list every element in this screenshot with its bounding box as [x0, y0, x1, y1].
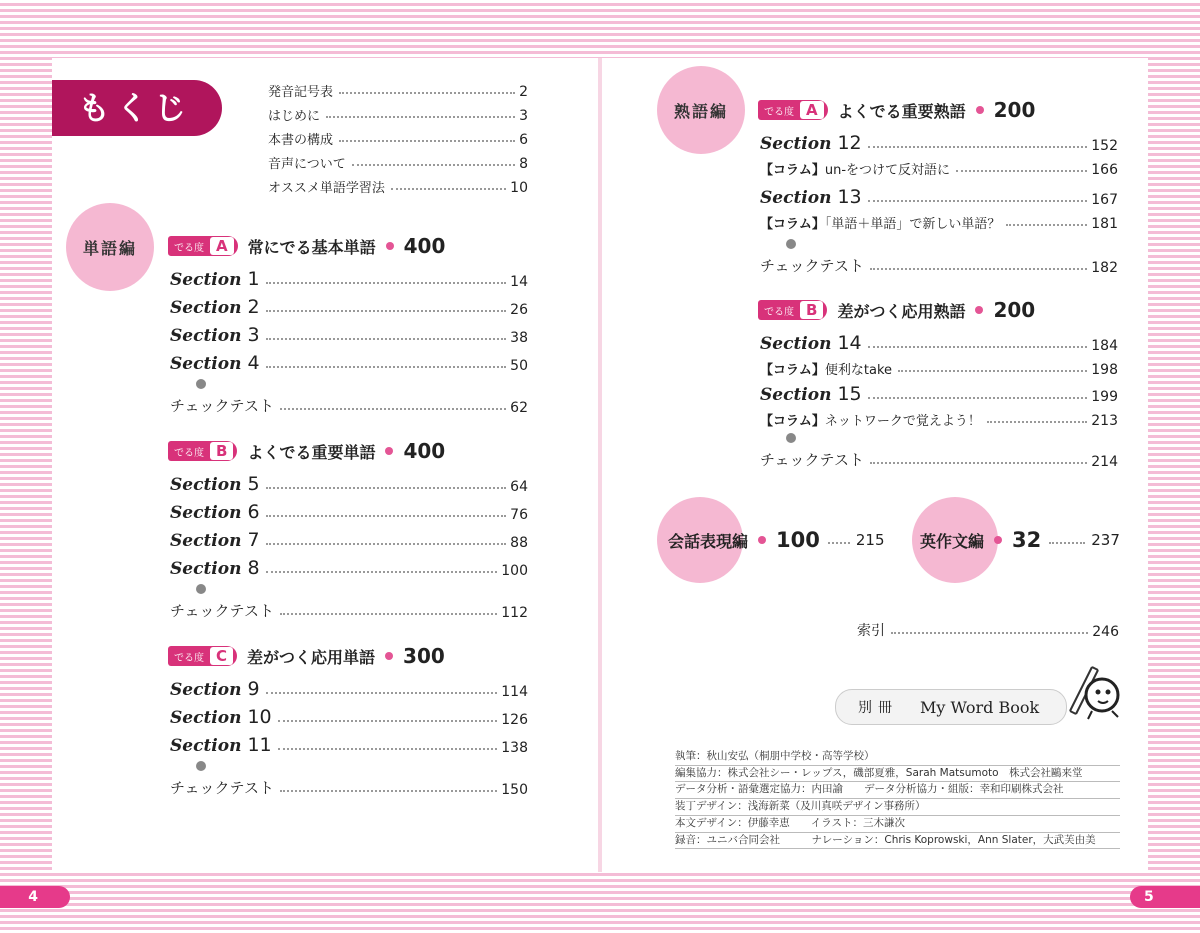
leader-dots — [868, 346, 1088, 348]
toc-row[interactable] — [170, 732, 528, 756]
check-test-label: チェックテスト — [760, 257, 864, 275]
level-letter: A — [210, 237, 234, 255]
word-count: 200 — [993, 298, 1036, 322]
leader-dots — [352, 164, 515, 166]
leader-dots — [828, 542, 850, 544]
check-test-label: チェックテスト — [170, 602, 274, 620]
leader-dots — [280, 408, 506, 410]
bullet-dot — [196, 584, 206, 594]
pink-dot — [994, 536, 1002, 544]
section-label: Section 5 — [170, 473, 260, 495]
toc-page: 26 — [510, 302, 528, 318]
section-label: Section 4 — [170, 352, 260, 374]
bullet-dot — [196, 379, 206, 389]
toc-row[interactable] — [760, 130, 1118, 154]
toc-page: 112 — [501, 605, 528, 621]
leader-dots — [898, 370, 1087, 372]
pink-dot — [386, 242, 394, 250]
toc-row[interactable] — [760, 154, 1118, 178]
leader-dots — [278, 748, 498, 750]
toc-row[interactable] — [760, 354, 1118, 378]
page-number-right: 5 — [1130, 886, 1200, 908]
credit-line: 録音：ユニバ合同会社 ナレーション：Chris Koprowski，Ann Slater，大武芙由美 — [675, 832, 1120, 850]
level-letter: C — [210, 647, 233, 665]
leader-dots — [280, 790, 497, 792]
toc-row[interactable] — [170, 527, 528, 551]
toc-page: 6 — [519, 132, 528, 148]
credit-line: 編集協力：株式会社シー・レップス，磯部夏雅，Sarah Matsumoto 株式会社鷗来堂 — [675, 765, 1120, 782]
bessatsu-title: My Word Book — [920, 697, 1040, 717]
section-label: Section 15 — [760, 383, 862, 405]
toc-row[interactable] — [170, 704, 528, 728]
leader-dots — [326, 116, 515, 118]
frequency-tag: でる度 C — [168, 646, 237, 666]
leader-dots — [278, 720, 498, 722]
group-heading — [758, 97, 1035, 123]
bessatsu-banner[interactable] — [835, 689, 1067, 725]
toc-label: はじめに — [268, 109, 321, 124]
word-count: 400 — [403, 439, 446, 463]
toc-label: オススメ単語学習法 — [268, 181, 385, 196]
toc-page: 184 — [1091, 338, 1118, 354]
section-label: Section 9 — [170, 678, 260, 700]
kaiwa-count: 100 — [776, 528, 820, 552]
column-label: 【コラム】便利なtake — [760, 363, 893, 378]
level-letter: A — [800, 101, 824, 119]
toc-page: 38 — [510, 330, 528, 346]
group-heading — [168, 643, 445, 669]
pink-dot — [975, 306, 983, 314]
section-label: Section 12 — [760, 132, 862, 154]
jukugo-section-circle: 熟語編 — [657, 66, 745, 154]
section-label: Section 7 — [170, 529, 260, 551]
eisaku-label: 英作文編 — [920, 531, 985, 551]
bullet-dot — [786, 433, 796, 443]
word-count: 300 — [403, 644, 445, 668]
toc-page: 10 — [510, 180, 528, 196]
leader-dots — [391, 188, 506, 190]
contents-title: もくじ — [52, 80, 222, 136]
bullet-dot — [786, 239, 796, 249]
eisaku-row[interactable] — [920, 528, 1120, 552]
leader-dots — [266, 515, 507, 517]
leader-dots — [870, 268, 1087, 270]
toc-page: 198 — [1091, 362, 1118, 378]
group-heading — [168, 233, 445, 259]
toc-row[interactable] — [760, 405, 1118, 429]
toc-page: 152 — [1091, 138, 1118, 154]
leader-dots — [868, 397, 1088, 399]
toc-page: 100 — [501, 563, 528, 579]
leader-dots — [266, 338, 507, 340]
column-label: 【コラム】ネットワークで覚えよう！ — [760, 414, 981, 429]
toc-page: 138 — [501, 740, 528, 756]
leader-dots — [266, 692, 498, 694]
toc-page: 76 — [510, 507, 528, 523]
pink-dot — [385, 447, 393, 455]
toc-label: 発音記号表 — [268, 85, 334, 100]
section-label: Section 8 — [170, 557, 260, 579]
check-test-label: チェックテスト — [170, 397, 274, 415]
pink-dot — [976, 106, 984, 114]
toc-row[interactable] — [760, 252, 1118, 276]
toc-page: 114 — [501, 684, 528, 700]
toc-page: 64 — [510, 479, 528, 495]
section-label: Section 1 — [170, 268, 260, 290]
toc-page: 150 — [501, 782, 528, 798]
level-letter: B — [210, 442, 233, 460]
eisaku-count: 32 — [1012, 528, 1042, 552]
leader-dots — [339, 140, 515, 142]
frequency-tag: でる度 B — [168, 441, 237, 461]
toc-row[interactable] — [760, 330, 1118, 354]
section-label: Section 11 — [170, 734, 272, 756]
column-label: 【コラム】「単語＋単語」で新しい単語？ — [760, 217, 1001, 232]
toc-row[interactable] — [268, 148, 528, 172]
section-label: Section 10 — [170, 706, 272, 728]
toc-page: 126 — [501, 712, 528, 728]
leader-dots — [891, 632, 1088, 634]
toc-page: 181 — [1091, 216, 1118, 232]
column-label: 【コラム】un-をつけて反対語に — [760, 163, 951, 178]
leader-dots — [1006, 224, 1087, 226]
group-title: 差がつく応用単語 — [247, 647, 376, 667]
toc-row[interactable] — [268, 124, 528, 148]
group-title: 常にでる基本単語 — [247, 237, 376, 257]
check-test-label: チェックテスト — [170, 779, 274, 797]
word-count: 200 — [993, 98, 1036, 122]
toc-row[interactable] — [268, 172, 528, 196]
toc-row[interactable] — [760, 446, 1118, 470]
leader-dots — [266, 310, 507, 312]
toc-page: 3 — [519, 108, 528, 124]
pink-dot — [385, 652, 393, 660]
frequency-tag: でる度 B — [758, 300, 827, 320]
index-label: 索引 — [857, 623, 885, 639]
toc-row[interactable] — [760, 184, 1118, 208]
toc-row[interactable] — [170, 350, 528, 374]
toc-row[interactable] — [170, 392, 528, 416]
toc-label: 本書の構成 — [268, 133, 334, 148]
toc-label: 音声について — [268, 157, 346, 172]
toc-row[interactable] — [170, 499, 528, 523]
leader-dots — [1049, 542, 1085, 544]
kaiwa-label: 会話表現編 — [668, 531, 749, 551]
credit-line: データ分析・語彙選定協力：内田諭 データ分析協力・組版：幸和印刷株式会社 — [675, 781, 1120, 798]
leader-dots — [266, 282, 507, 284]
toc-row[interactable] — [170, 774, 528, 798]
leader-dots — [266, 543, 507, 545]
credit-line: 執筆：秋山安弘（桐朋中学校・高等学校） — [675, 750, 875, 762]
frequency-tag: でる度 A — [168, 236, 238, 256]
leader-dots — [266, 366, 507, 368]
kaiwa-row[interactable] — [668, 528, 885, 552]
word-count: 400 — [403, 234, 446, 258]
pink-dot — [758, 536, 766, 544]
section-label: Section 3 — [170, 324, 260, 346]
toc-row[interactable] — [170, 471, 528, 495]
leader-dots — [987, 421, 1087, 423]
leader-dots — [266, 487, 507, 489]
bessatsu-label: 別冊 — [858, 700, 898, 716]
toc-page: 214 — [1091, 454, 1118, 470]
toc-page: 8 — [519, 156, 528, 172]
toc-page: 182 — [1091, 260, 1118, 276]
page-number-left: 4 — [0, 886, 70, 908]
toc-row[interactable] — [760, 208, 1118, 232]
leader-dots — [280, 613, 497, 615]
section-label: Section 13 — [760, 186, 862, 208]
leader-dots — [956, 170, 1087, 172]
toc-page: 50 — [510, 358, 528, 374]
section-label: Section 6 — [170, 501, 260, 523]
leader-dots — [339, 92, 515, 94]
eisaku-page: 237 — [1091, 531, 1120, 549]
toc-page: 167 — [1091, 192, 1118, 208]
toc-row[interactable] — [268, 76, 528, 100]
group-title: よくでる重要熟語 — [837, 101, 966, 121]
pencil-mascot-icon — [1062, 659, 1132, 721]
section-label: Section 2 — [170, 296, 260, 318]
toc-page: 2 — [519, 84, 528, 100]
bullet-dot — [196, 761, 206, 771]
toc-row[interactable] — [170, 597, 528, 621]
leader-dots — [868, 146, 1088, 148]
group-title: よくでる重要単語 — [247, 442, 376, 462]
kaiwa-page: 215 — [855, 531, 885, 549]
toc-row[interactable] — [170, 266, 528, 290]
section-label: Section 14 — [760, 332, 862, 354]
leader-dots — [870, 462, 1087, 464]
group-title: 差がつく応用熟語 — [837, 301, 966, 321]
toc-row[interactable] — [268, 100, 528, 124]
credit-line: 本文デザイン：伊藤幸恵 イラスト：三木謙次 — [675, 815, 1120, 832]
toc-page: 166 — [1091, 162, 1118, 178]
toc-page: 199 — [1091, 389, 1118, 405]
index-page: 246 — [1092, 624, 1119, 640]
toc-row[interactable] — [170, 555, 528, 579]
frequency-tag: でる度 A — [758, 100, 828, 120]
group-heading — [758, 297, 1035, 323]
credits-block — [675, 749, 1120, 849]
toc-page: 88 — [510, 535, 528, 551]
page-gutter — [598, 58, 602, 872]
toc-row[interactable] — [760, 381, 1118, 405]
toc-page: 213 — [1091, 413, 1118, 429]
check-test-label: チェックテスト — [760, 451, 864, 469]
toc-row[interactable] — [170, 676, 528, 700]
tango-section-circle: 単語編 — [66, 203, 154, 291]
leader-dots — [266, 571, 498, 573]
level-letter: B — [800, 301, 823, 319]
credit-line: 装丁デザイン：浅海新菜（及川真咲デザイン事務所） — [675, 798, 1120, 815]
toc-row[interactable] — [170, 294, 528, 318]
toc-row[interactable] — [857, 616, 1119, 640]
toc-page: 14 — [510, 274, 528, 290]
toc-page: 62 — [510, 400, 528, 416]
toc-row[interactable] — [170, 322, 528, 346]
leader-dots — [868, 200, 1088, 202]
group-heading — [168, 438, 445, 464]
